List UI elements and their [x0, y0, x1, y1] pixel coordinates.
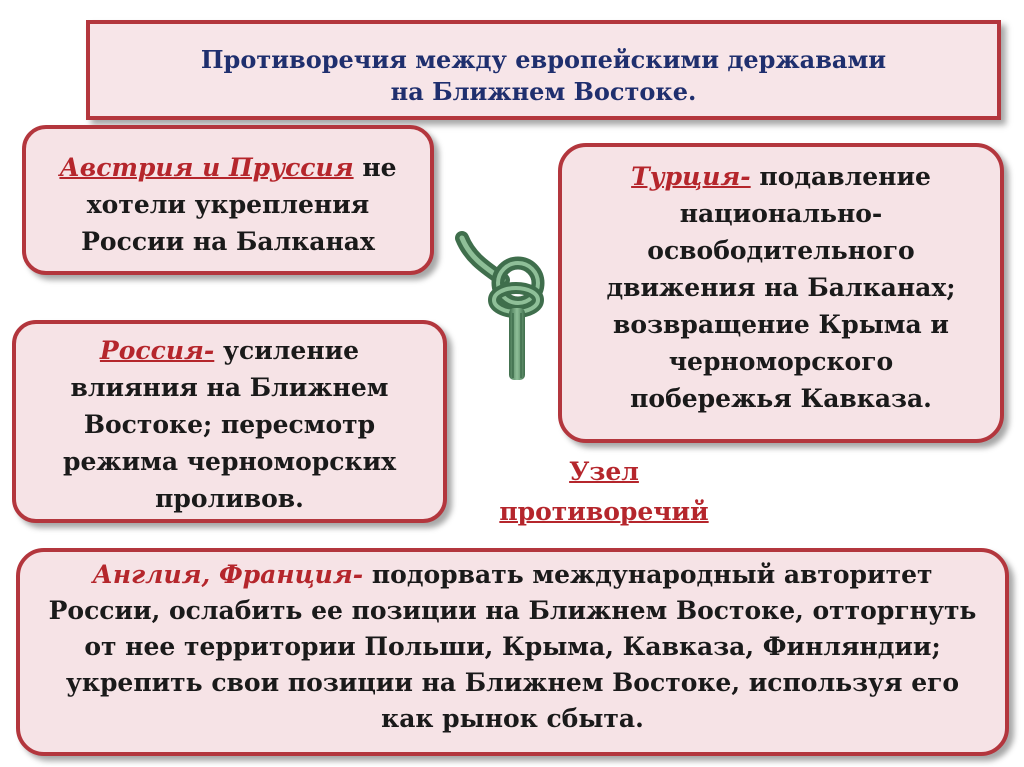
england-line-3: от нее территории Польши, Крыма, Кавказа, Финляндии; — [84, 632, 941, 661]
russia-line-4: режима черноморских — [62, 447, 397, 476]
russia-line-5: проливов. — [155, 484, 304, 513]
knot-label-line-2: противоречий — [499, 497, 709, 526]
england-line-4: укрепить свои позиции на Ближнем Востоке, используя его — [65, 668, 960, 697]
actor-england-france: Англия, Франция- — [92, 560, 364, 589]
russia-line-3: Востоке; пересмотр — [83, 410, 376, 439]
turkey-text — [562, 158, 1000, 417]
turkey-line-5: возвращение Крыма и — [613, 310, 949, 339]
turkey-line-6: черноморского — [668, 347, 894, 376]
turkey-line-4: движения на Балканах; — [606, 273, 956, 302]
russia-line-2: влияния на Ближнем — [70, 373, 389, 402]
title-box — [86, 20, 1001, 120]
england-france-box — [16, 548, 1009, 756]
russia-line-1: усиление — [223, 336, 360, 365]
england-france-text — [20, 557, 1005, 737]
turkey-line-7: побережья Кавказа. — [630, 384, 932, 413]
actor-austria-prussia: Австрия и Пруссия — [59, 153, 354, 182]
austria-prussia-text — [26, 149, 430, 260]
title-line-1: Противоречия между европейскими державами — [200, 45, 887, 74]
turkey-line-1: подавление — [759, 162, 931, 191]
actor-russia — [100, 336, 214, 365]
austria-line-3: России на Балканах — [81, 227, 375, 256]
actor-turkey: Турция- — [631, 162, 751, 191]
england-line-5: как рынок сбыта. — [381, 704, 644, 733]
knot-icon — [448, 228, 553, 383]
knot-label-line-1: Узел — [569, 457, 639, 486]
page-title — [90, 44, 997, 108]
turkey-line-2: национально- — [679, 199, 883, 228]
turkey-line-3: освободительного — [647, 236, 915, 265]
austria-line-1: не — [362, 153, 397, 182]
title-line-2: на Ближнем Востоке. — [390, 77, 697, 106]
actor-russia-label: Россия- — [99, 336, 215, 365]
england-line-2: России, ослабить ее позиции на Ближнем Востоке, отторгнуть — [48, 596, 977, 625]
austria-line-2: хотели укрепления — [86, 190, 370, 219]
russia-box — [12, 320, 447, 523]
knot-label — [480, 452, 728, 532]
turkey-box — [558, 143, 1004, 443]
england-line-1: подорвать международный авторитет — [371, 560, 933, 589]
russia-text — [16, 332, 443, 517]
austria-prussia-box — [22, 125, 434, 275]
